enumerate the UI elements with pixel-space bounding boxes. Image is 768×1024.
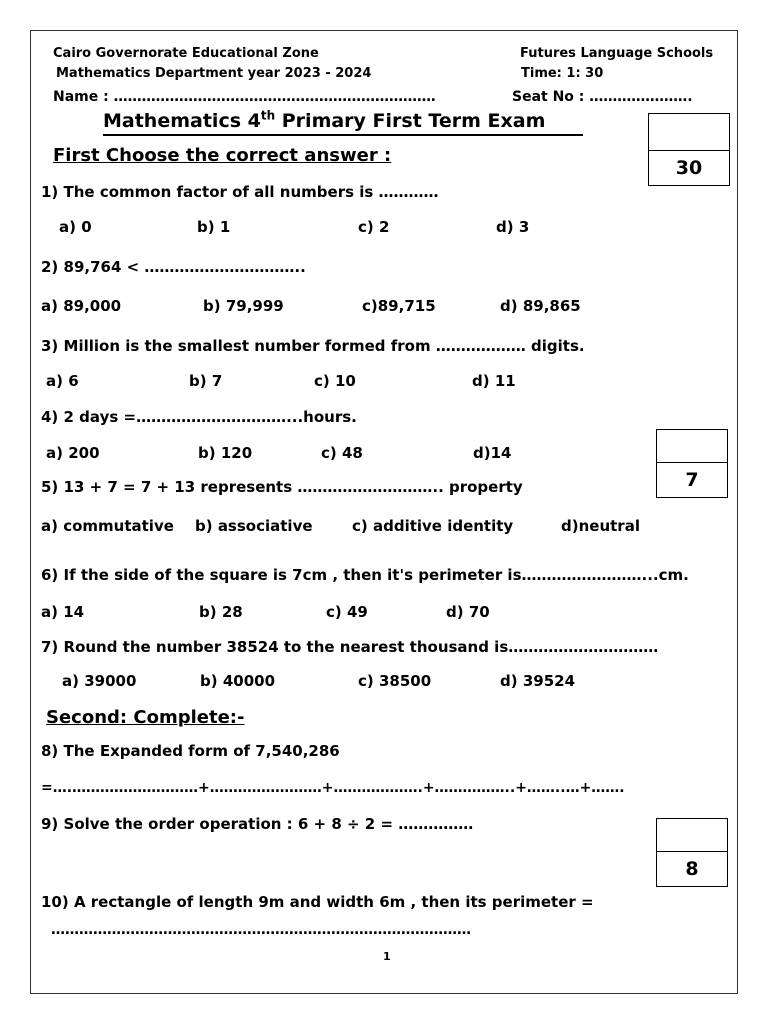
q2-option-d: d) 89,865 [500,297,581,315]
score-box-section1 [656,429,728,498]
q4-option-b: b) 120 [198,444,253,462]
question-8: 8) The Expanded form of 7,540,286 [41,742,340,760]
question-9: 9) Solve the order operation : 6 + 8 ÷ 2 = …………… [41,815,474,833]
q3-option-b: b) 7 [189,372,223,390]
question-10: 10) A rectangle of length 9m and width 6m , then its perimeter = [41,893,594,911]
q4-option-a: a) 200 [46,444,100,462]
section-first-heading: First Choose the correct answer : [53,145,392,166]
score-box-blank [657,819,727,852]
exam-title-post: Primary First Term Exam [275,110,546,132]
score-box-value: 8 [685,858,699,880]
q10-answer-line: ……………………………………………………………………………… [51,922,471,938]
exam-title-pre: Mathematics 4 [103,110,261,132]
q7-option-c: c) 38500 [358,672,432,690]
exam-title [103,110,545,132]
header-school: Futures Language Schools [520,46,714,61]
score-box-blank [657,430,727,463]
q8-answer-line: =….………………………+……………………+……………….+……………..+……..…+……. [41,780,625,796]
q5-option-c: c) additive identity [352,517,514,535]
q3-option-c: c) 10 [314,372,356,390]
exam-page [30,30,738,994]
q7-option-b: b) 40000 [200,672,275,690]
question-3: 3) Million is the smallest number formed from ……………… digits. [41,337,585,355]
score-box-section2 [656,818,728,887]
score-box-total [648,113,730,186]
header-governorate: Cairo Governorate Educational Zone [53,46,319,61]
score-box-value: 7 [685,469,699,491]
header-department: Mathematics Department year 2023 - 2024 [56,66,372,81]
q4-option-c: c) 48 [321,444,363,462]
name-field: Name : …………………………………………………………… [53,89,436,105]
section-second-heading: Second: Complete:- [46,707,245,728]
q6-option-a: a) 14 [41,603,85,621]
q1-option-a: a) 0 [59,218,92,236]
title-underline [103,134,583,136]
header-time: Time: 1: 30 [521,66,604,81]
q6-option-b: b) 28 [199,603,243,621]
q6-option-d: d) 70 [446,603,490,621]
score-box-value: 30 [675,157,703,179]
q7-option-d: d) 39524 [500,672,575,690]
seat-number-field: Seat No : …………………. [512,89,693,105]
q5-option-a: a) commutative [41,517,174,535]
q3-option-a: a) 6 [46,372,79,390]
q5-option-d: d)neutral [561,517,640,535]
q1-option-c: c) 2 [358,218,390,236]
q7-option-a: a) 39000 [62,672,137,690]
question-6: 6) If the side of the square is 7cm , then it's perimeter is……………………...cm. [41,566,689,584]
q1-option-b: b) 1 [197,218,231,236]
exam-title-sup: th [260,108,276,123]
score-box-blank [649,114,729,151]
q2-option-a: a) 89,000 [41,297,122,315]
question-5: 5) 13 + 7 = 7 + 13 represents ……………………….. property [41,478,523,496]
q6-option-c: c) 49 [326,603,368,621]
q2-option-c: c)89,715 [362,297,436,315]
page-number: 1 [383,950,391,963]
question-1: 1) The common factor of all numbers is ………… [41,183,439,201]
question-7: 7) Round the number 38524 to the nearest thousand is………………………… [41,638,659,656]
question-2: 2) 89,764 < ………………………….. [41,258,306,276]
question-4: 4) 2 days =…………………………...hours. [41,408,357,426]
q2-option-b: b) 79,999 [203,297,284,315]
q5-option-b: b) associative [195,517,313,535]
q3-option-d: d) 11 [472,372,516,390]
q1-option-d: d) 3 [496,218,530,236]
q4-option-d: d)14 [473,444,512,462]
